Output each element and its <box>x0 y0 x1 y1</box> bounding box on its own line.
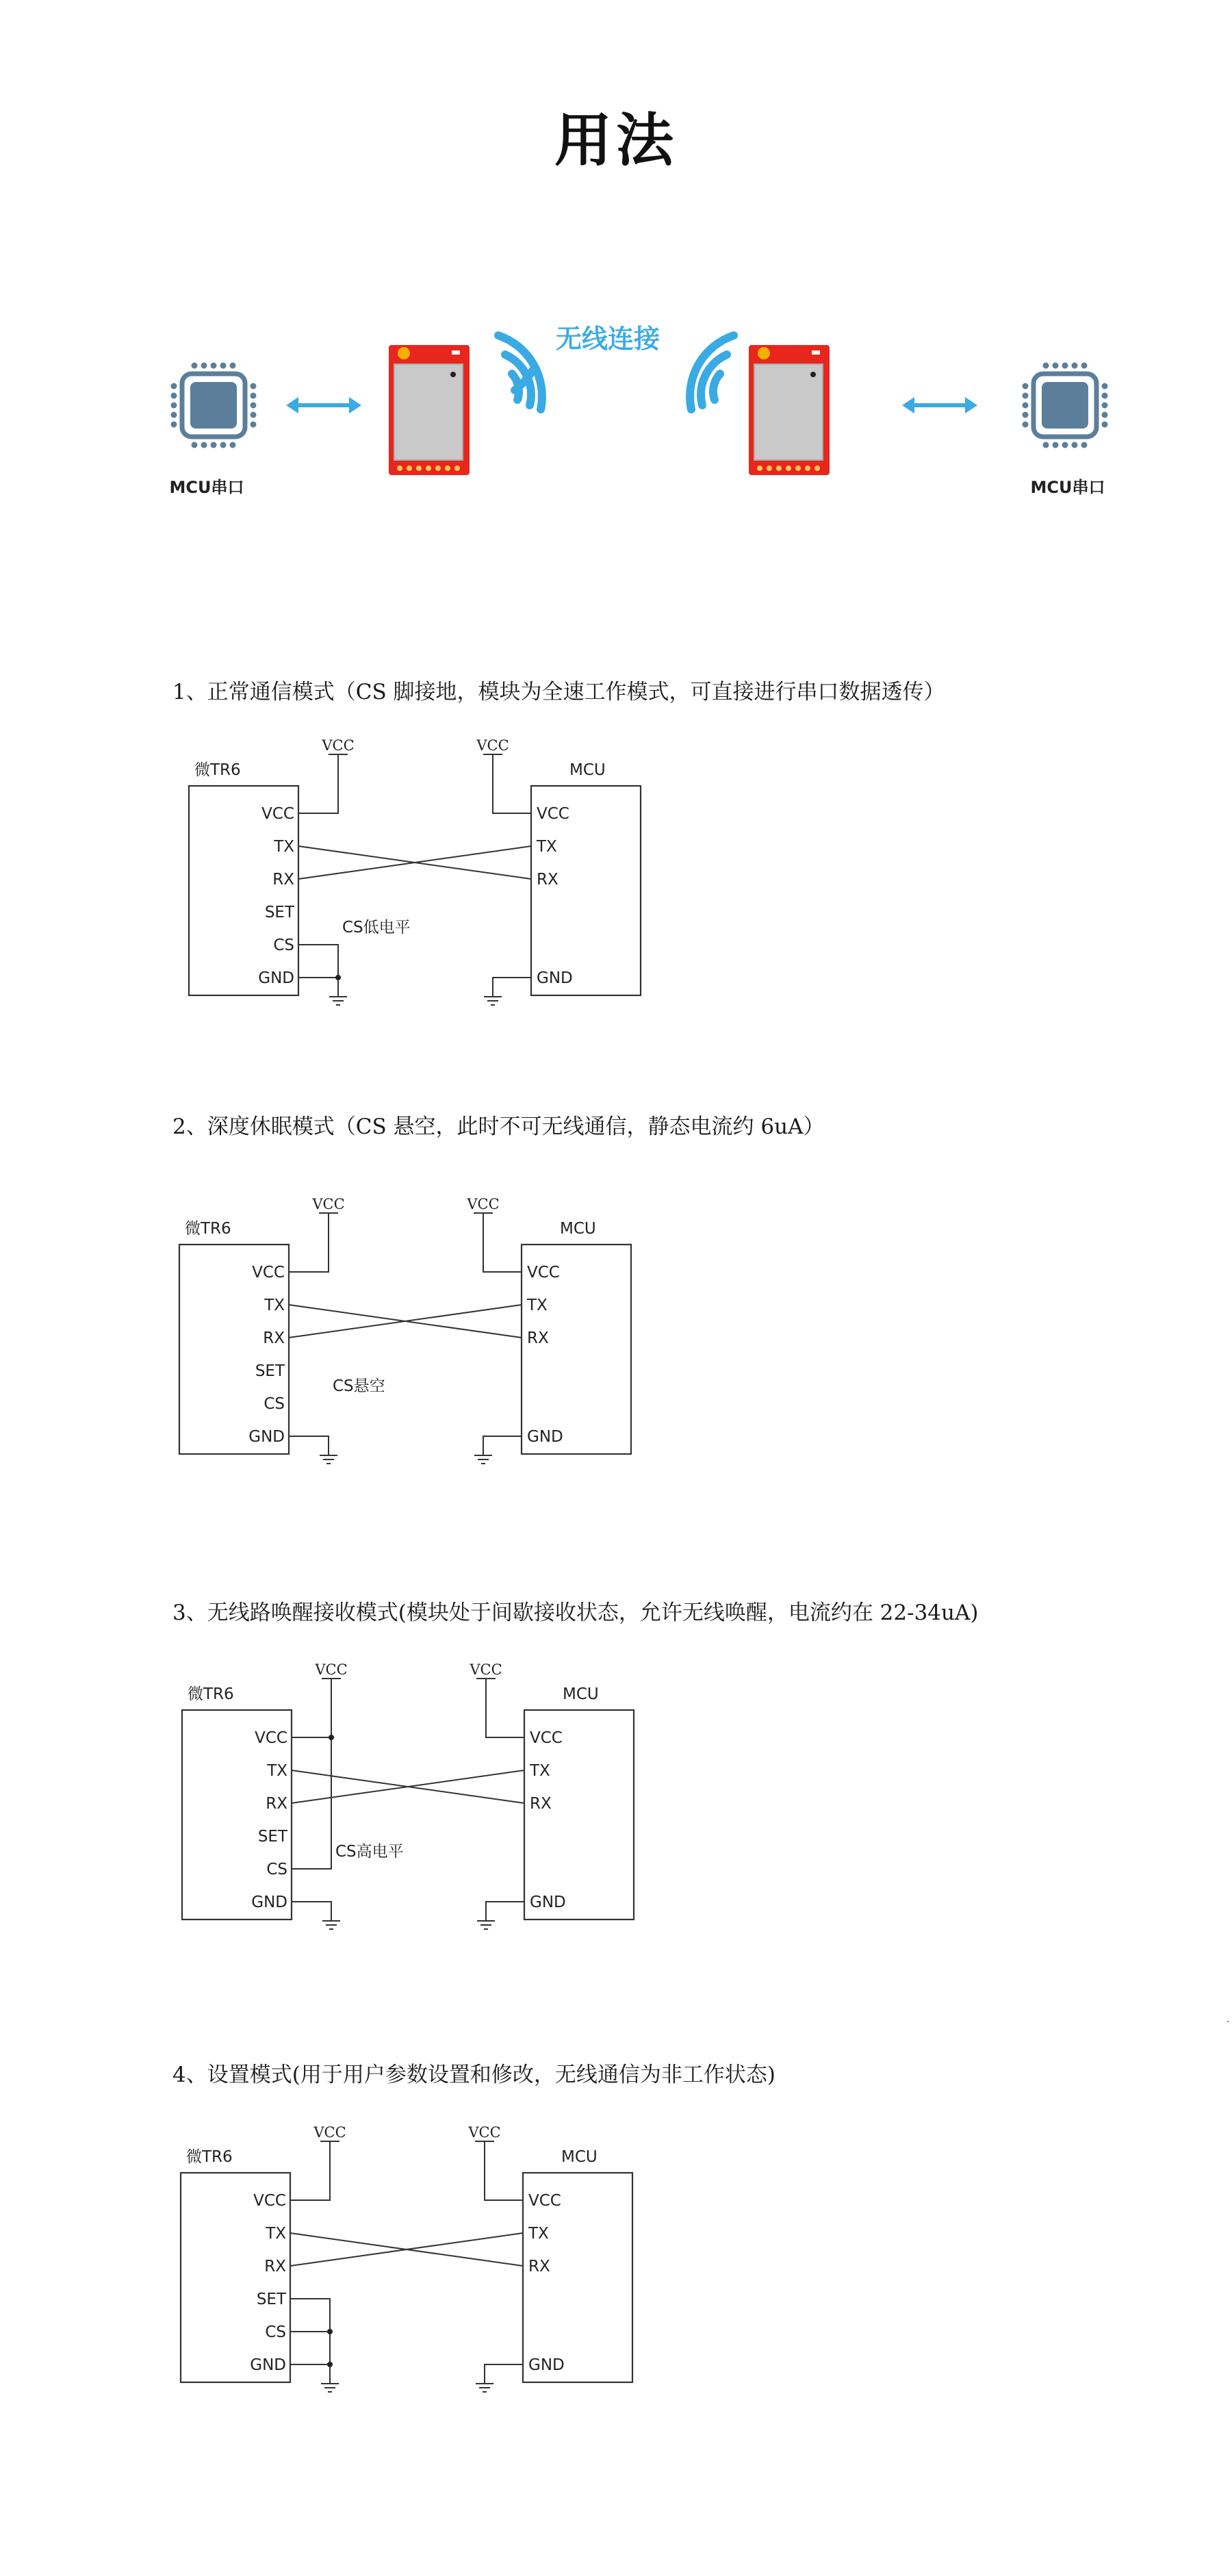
chip-icon-right <box>1023 363 1108 448</box>
mcu-pin-vcc: VCC <box>537 805 569 823</box>
tr6-ground-symbol <box>320 1455 337 1464</box>
tr6-pin-vcc: VCC <box>261 805 294 823</box>
page-title: 用法 <box>554 107 678 174</box>
section-2-caption: 2、深度休眠模式（CS 悬空，此时不可无线通信，静态电流约 6uA） <box>172 1114 825 1139</box>
mcu-ground-symbol <box>484 997 502 1005</box>
mcu-title: MCU <box>563 1685 599 1703</box>
module-icon-right <box>749 345 830 475</box>
mcu-title: MCU <box>561 2148 598 2166</box>
tr6-vcc-wire <box>289 1213 329 1272</box>
mcu-pin-vcc: VCC <box>527 1264 560 1281</box>
mcu-vcc-wire <box>483 1213 522 1272</box>
chip-icon-left <box>171 363 257 448</box>
cs-note: CS低电平 <box>342 919 411 936</box>
vcc-label-right: VCC <box>470 1661 502 1678</box>
cs-vcc-junction <box>329 1735 334 1740</box>
mcu-pin-vcc: VCC <box>528 2192 561 2210</box>
wifi-signal-icon-right <box>690 335 734 409</box>
cs-note: CS悬空 <box>333 1377 385 1395</box>
mcu-vcc-wire <box>485 2141 523 2200</box>
tr6-pin-set: SET <box>256 2291 286 2308</box>
tr6-pin-gnd: GND <box>248 1428 285 1446</box>
tr6-ground-symbol <box>321 2384 339 2392</box>
mcu-gnd-wire <box>483 1436 522 1455</box>
tr6-pin-set: SET <box>255 1362 285 1380</box>
tr6-pin-tx: TX <box>274 838 294 856</box>
mcu-pin-rx: RX <box>528 2258 550 2275</box>
tr6-pin-set: SET <box>264 904 294 921</box>
mcu-pin-tx: TX <box>530 1762 550 1780</box>
section-1-caption: 1、正常通信模式（CS 脚接地，模块为全速工作模式，可直接进行串口数据透传） <box>172 680 945 704</box>
mcu-vcc-wire <box>486 1679 524 1737</box>
tr6-pin-tx: TX <box>264 1297 285 1314</box>
mcu-pin-gnd: GND <box>527 1428 563 1446</box>
mcu-ground-symbol <box>474 1455 492 1464</box>
tr6-pin-cs: CS <box>266 1861 287 1878</box>
mcu-gnd-wire <box>486 1902 524 1921</box>
mcu-vcc-wire <box>493 754 531 813</box>
tr6-gnd-wire <box>292 1902 331 1921</box>
tr6-pin-gnd: GND <box>250 2356 286 2374</box>
mcu-pin-gnd: GND <box>530 1893 566 1911</box>
overview-illustration <box>0 288 1232 534</box>
left-mcu-label: MCU串口 <box>169 478 244 497</box>
cs-note: CS高电平 <box>335 1843 404 1861</box>
tr6-pin-rx: RX <box>264 2258 286 2275</box>
tr6-gnd-wire <box>290 2364 330 2384</box>
tr6-gnd-wire <box>298 978 338 997</box>
tr6-pin-tx: TX <box>266 2225 286 2243</box>
right-mcu-label: MCU串口 <box>1030 478 1105 497</box>
gnd-junction <box>327 2362 333 2367</box>
mcu-gnd-wire <box>485 2364 523 2384</box>
mcu-pin-rx: RX <box>527 1329 549 1347</box>
tr6-title: 微TR6 <box>185 1220 231 1238</box>
section-3-caption: 3、无线路唤醒接收模式(模块处于间歇接收状态，允许无线唤醒，电流约在 22-34uA) <box>172 1601 979 1625</box>
wireless-overview <box>0 288 1232 534</box>
tr6-pin-cs: CS <box>273 936 294 954</box>
tr6-pin-rx: RX <box>266 1795 287 1813</box>
mcu-pin-gnd: GND <box>528 2356 565 2374</box>
vcc-label-left: VCC <box>322 737 355 754</box>
vcc-label-left: VCC <box>312 1196 345 1212</box>
mcu-pin-rx: RX <box>530 1795 552 1813</box>
tr6-pin-rx: RX <box>263 1329 285 1347</box>
tr6-pin-cs: CS <box>265 2323 286 2341</box>
mcu-gnd-wire <box>493 978 531 997</box>
wifi-signal-icon-left <box>498 335 542 409</box>
tr6-pin-vcc: VCC <box>255 1729 287 1747</box>
tr6-pin-vcc: VCC <box>252 1264 285 1281</box>
mcu-ground-symbol <box>476 2384 493 2392</box>
mcu-pin-vcc: VCC <box>530 1729 563 1747</box>
tr6-pin-cs: CS <box>264 1395 285 1413</box>
tr6-ground-symbol <box>329 997 347 1005</box>
section-4-schematic <box>0 2119 1232 2434</box>
mcu-pin-rx: RX <box>537 871 559 889</box>
section-3-schematic <box>0 1657 1232 1972</box>
vcc-label-right: VCC <box>467 1196 500 1212</box>
tr6-pin-set: SET <box>257 1828 287 1846</box>
tr6-title: 微TR6 <box>186 2148 233 2166</box>
tr6-pin-gnd: GND <box>251 1893 287 1911</box>
wireless-label: 无线连接 <box>555 324 660 354</box>
tr6-title: 微TR6 <box>194 761 241 779</box>
cs-vcc-wire <box>292 1737 331 1869</box>
tr6-pin-tx: TX <box>267 1762 287 1780</box>
tr6-pin-vcc: VCC <box>253 2192 286 2210</box>
mcu-ground-symbol <box>477 1921 495 1929</box>
vcc-label-right: VCC <box>468 2124 501 2141</box>
cs-junction <box>327 2329 333 2334</box>
vcc-label-left: VCC <box>315 1661 348 1678</box>
mcu-pin-gnd: GND <box>537 969 573 987</box>
tr6-vcc-wire <box>292 1679 331 1737</box>
mcu-pin-tx: TX <box>528 2225 549 2243</box>
tr6-vcc-wire <box>290 2141 330 2200</box>
mcu-title: MCU <box>560 1220 596 1238</box>
edge-mark: . <box>1227 2014 1230 2025</box>
double-arrow-icon-left <box>286 397 361 413</box>
mcu-pin-tx: TX <box>537 838 557 856</box>
tr6-title: 微TR6 <box>188 1685 234 1703</box>
cs-gnd-wire <box>298 945 338 978</box>
tr6-pin-rx: RX <box>272 871 294 889</box>
double-arrow-icon-right <box>902 397 977 413</box>
tr6-ground-symbol <box>322 1921 340 1929</box>
vcc-label-left: VCC <box>313 2124 346 2141</box>
tr6-gnd-wire <box>289 1436 329 1455</box>
cs-gnd-junction <box>335 975 341 980</box>
section-4-caption: 4、设置模式(用于用户参数设置和修改，无线通信为非工作状态) <box>172 2063 775 2087</box>
mcu-title: MCU <box>569 761 606 779</box>
tr6-vcc-wire <box>298 754 338 813</box>
module-icon-left <box>389 345 470 475</box>
section-1-schematic <box>0 732 1232 1047</box>
tr6-pin-gnd: GND <box>258 969 294 987</box>
vcc-label-right: VCC <box>476 737 509 754</box>
section-2-schematic <box>0 1191 1232 1506</box>
mcu-pin-tx: TX <box>527 1297 548 1314</box>
